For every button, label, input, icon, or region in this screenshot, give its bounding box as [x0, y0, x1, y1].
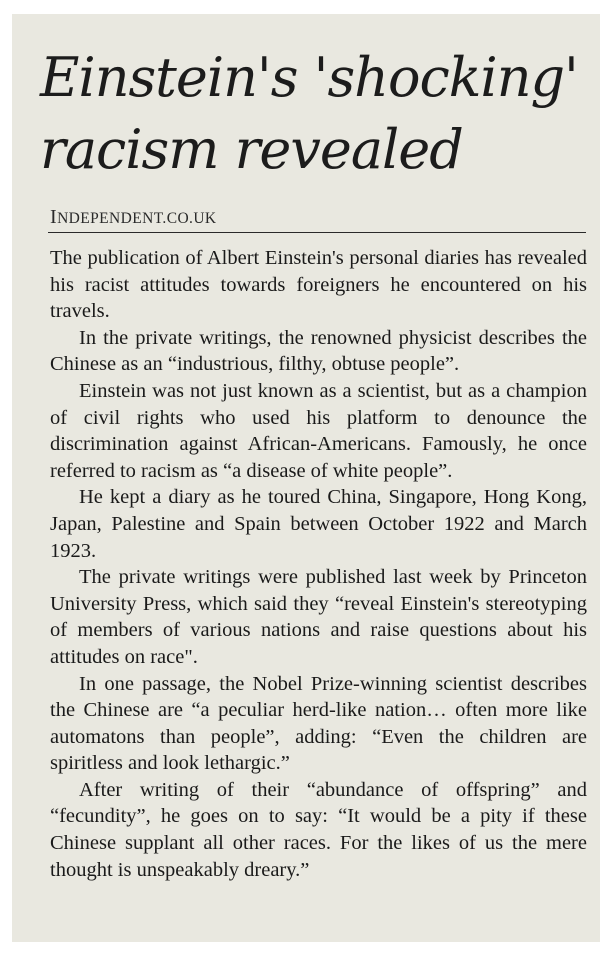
paragraph-4: He kept a diary as he toured China, Singapore, Hong Kong, Japan, Palestine and Spain between October 1922 and March 1923. — [50, 486, 587, 562]
paragraph-5: The private writings were published last week by Princeton University Press, which said they “reveal Einstein's stereotyping of members of various nations and raise questions about his attitudes on race". — [50, 566, 587, 668]
source-credit — [50, 206, 217, 229]
paragraph-7: After writing of their “abundance of offspring” and “fecundity”, he goes on to say: “It would be a pity if these Chinese supplant all other races. For the likes of us the mere thought is unspeakably dreary.” — [50, 778, 587, 881]
divider — [48, 232, 586, 233]
paragraph-3: Einstein was not just known as a scientist, but as a champion of civil rights who used his platform to denounce the discrimination against African-Americans. Famously, he once referred to racism as “a disease of white people”. — [50, 379, 587, 482]
paragraph-6: In one passage, the Nobel Prize-winning scientist describes the Chinese are “a peculiar herd-like nation… often more like automatons than people”, adding: “Even the children are spiritless and look lethargic.” — [50, 672, 587, 775]
paragraph-1: The publication of Albert Einstein's personal diaries has revealed his racist attitudes towards foreigners he encountered on his travels. — [50, 247, 587, 323]
article-body — [50, 245, 587, 883]
newspaper-clipping — [12, 14, 600, 942]
headline: Einstein's 'shocking' racism revealed — [40, 46, 578, 181]
paragraph-2: In the private writings, the renowned physicist describes the Chinese as an “industrious, filthy, obtuse people”. — [50, 326, 587, 376]
source-label: INDEPENDENT.CO.UK — [50, 206, 217, 228]
